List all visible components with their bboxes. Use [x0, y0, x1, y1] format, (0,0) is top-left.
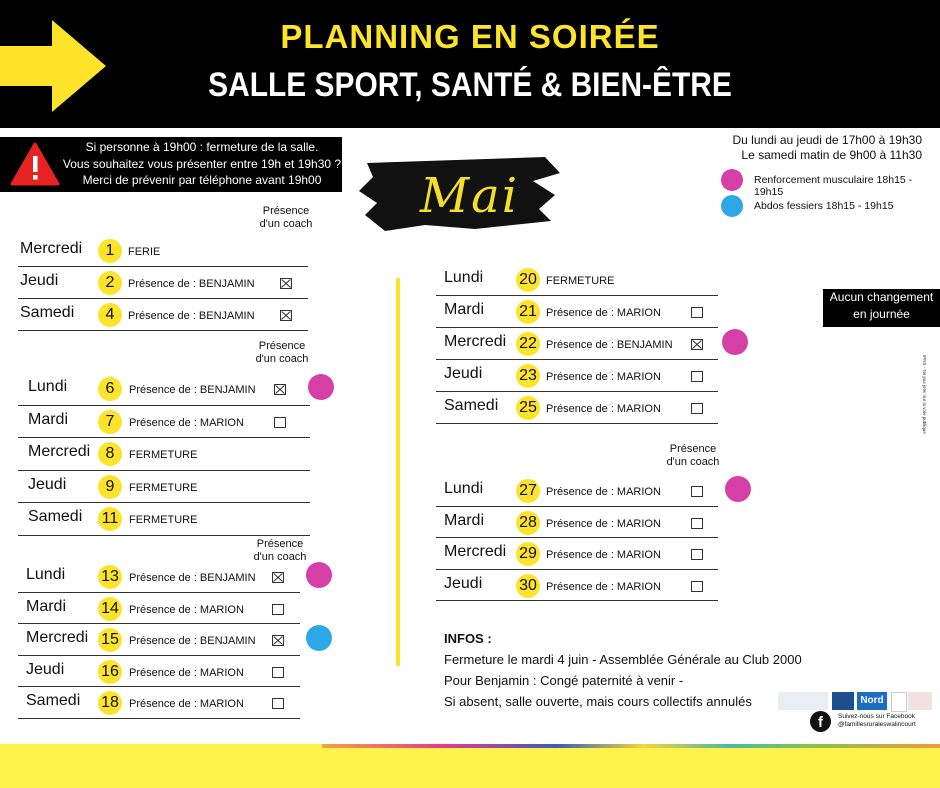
presence-info: Présence de : BENJAMIN: [546, 339, 673, 351]
schedule-row: [18, 657, 300, 688]
day-name: Mercredi: [28, 443, 91, 460]
schedule-row: [18, 594, 300, 625]
coach-checkbox[interactable]: [691, 403, 703, 414]
presence-info: Présence de : MARION: [129, 698, 244, 710]
schedule-row: [18, 504, 310, 536]
day-number: 30: [516, 574, 540, 598]
warning-line: Vous souhaitez vous présenter entre 19h et 19h30 ?: [62, 156, 342, 171]
day-name: Mardi: [444, 301, 485, 318]
schedule-row: [18, 407, 310, 439]
schedule-row: [18, 268, 308, 299]
presence-info: Présence de : MARION: [129, 666, 244, 679]
facebook-icon[interactable]: f: [810, 711, 831, 732]
coach-checkbox[interactable]: [274, 417, 286, 428]
day-name: Jeudi: [26, 660, 65, 678]
presence-info: Présence de : MARION: [129, 416, 244, 429]
partner-logo: [778, 692, 828, 710]
coach-header: Présence d'un coach: [253, 538, 307, 563]
day-name: Samedi: [28, 508, 83, 525]
schedule-row: [436, 297, 718, 328]
schedule-row: [436, 539, 718, 570]
day-name: Lundi: [444, 480, 484, 497]
month-title: Mai: [420, 168, 520, 224]
day-number: 23: [516, 364, 540, 388]
schedule-row: [18, 439, 310, 471]
coach-checkbox[interactable]: [691, 518, 703, 529]
day-name: Jeudi: [444, 365, 483, 382]
day-name: Mercredi: [444, 543, 507, 560]
day-number: 21: [516, 300, 540, 324]
day-name: Mardi: [444, 511, 485, 529]
presence-info: Présence de : MARION: [546, 517, 661, 530]
presence-info: Présence de : MARION: [546, 580, 661, 593]
infos-title: INFOS :: [444, 631, 492, 646]
day-name: Samedi: [444, 397, 499, 414]
schedule-row: [436, 329, 718, 360]
day-number: 9: [98, 475, 122, 499]
infos-section: [444, 628, 802, 712]
presence-info: Présence de : MARION: [546, 371, 661, 383]
schedule-row: [436, 361, 718, 392]
day-number: 16: [98, 660, 122, 684]
day-number: 8: [98, 442, 122, 466]
coach-checkbox[interactable]: [272, 604, 284, 615]
muscle-icon: [306, 562, 332, 588]
schedule-row: [18, 472, 310, 504]
color-stripe: [322, 744, 940, 748]
facebook-text[interactable]: Suivez-nous sur Facebook @famillesruraleswalincourt: [838, 713, 916, 728]
schedule-row: [436, 393, 718, 424]
coach-checkbox[interactable]: [272, 667, 284, 678]
opening-hours: [690, 133, 922, 163]
presence-info: FERMETURE: [129, 514, 198, 526]
schedule-row: [18, 625, 300, 656]
day-number: 4: [98, 303, 122, 327]
hours-saturday: Le samedi matin de 9h00 à 11h30: [741, 148, 922, 162]
day-number: 13: [98, 565, 122, 589]
coach-checkbox[interactable]: [691, 549, 703, 560]
abs-icon: [721, 195, 743, 217]
day-number: 25: [516, 396, 540, 420]
day-name: Lundi: [28, 378, 68, 395]
day-number: 14: [98, 597, 122, 621]
coach-checkbox-checked[interactable]: [280, 310, 292, 321]
page-subtitle: SALLE SPORT, SANTÉ & BIEN-ÊTRE: [208, 66, 732, 104]
schedule-row: [436, 476, 718, 507]
hours-weekdays: Du lundi au jeudi de 17h00 à 19h30: [732, 133, 922, 147]
abs-icon: [306, 625, 332, 651]
coach-checkbox-checked[interactable]: [274, 384, 286, 395]
warning-line: Merci de prévenir par téléphone avant 19h00: [82, 173, 322, 187]
partner-logo: [832, 692, 854, 710]
day-name: Mercredi: [444, 333, 507, 350]
page-title: PLANNING EN SOIRÉE: [280, 18, 660, 55]
presence-info: FERIE: [128, 246, 161, 258]
day-number: 27: [516, 479, 540, 503]
day-number: 22: [516, 332, 540, 356]
infos-line: Pour Benjamin : Congé paternité à venir -: [444, 673, 684, 688]
coach-header: Présence d'un coach: [666, 443, 720, 468]
muscle-icon: [725, 476, 751, 502]
day-number: 7: [98, 410, 122, 434]
ipns-notice: IPNS - Ne pas jeter sur la voie publique: [922, 355, 927, 434]
presence-info: Présence de : BENJAMIN: [129, 572, 256, 584]
schedule-row: [436, 265, 718, 296]
presence-info: Présence de : BENJAMIN: [129, 635, 256, 647]
day-number: 15: [98, 628, 122, 652]
presence-info: Présence de : MARION: [129, 603, 244, 616]
presence-info: FERMETURE: [129, 449, 198, 461]
day-name: Jeudi: [28, 475, 67, 493]
coach-checkbox[interactable]: [272, 698, 284, 709]
day-name: Mardi: [28, 410, 69, 428]
schedule-row: [18, 300, 308, 331]
day-name: Mercredi: [20, 240, 83, 257]
footer-band: [0, 744, 940, 788]
day-name: Mercredi: [26, 629, 89, 646]
presence-info: Présence de : MARION: [546, 486, 661, 498]
day-number: 20: [516, 268, 540, 292]
coach-checkbox-checked[interactable]: [272, 572, 284, 583]
schedule-row: [18, 688, 300, 719]
presence-info: Présence de : MARION: [546, 549, 661, 561]
day-name: Lundi: [26, 566, 66, 583]
schedule-row: [18, 562, 300, 593]
day-number: 28: [516, 511, 540, 535]
coach-checkbox[interactable]: [691, 581, 703, 592]
warning-icon: [10, 142, 60, 186]
no-change-notice: Aucun changement en journée: [823, 289, 940, 327]
presence-info: Présence de : MARION: [546, 307, 661, 319]
day-name: Samedi: [20, 304, 75, 321]
day-number: 11: [98, 507, 122, 531]
day-name: Samedi: [26, 692, 81, 709]
coach-checkbox[interactable]: [691, 486, 703, 497]
day-number: 29: [516, 542, 540, 566]
presence-info: Présence de : BENJAMIN: [128, 278, 255, 290]
presence-info: Présence de : BENJAMIN: [129, 384, 256, 396]
coach-checkbox-checked[interactable]: [280, 278, 292, 289]
partner-logo: [908, 692, 932, 710]
coach-checkbox[interactable]: [691, 371, 703, 382]
presence-info: FERMETURE: [546, 275, 615, 287]
day-number: 1: [98, 239, 122, 263]
vertical-divider: [396, 278, 400, 666]
day-name: Lundi: [444, 269, 484, 286]
coach-checkbox-checked[interactable]: [691, 339, 703, 350]
coach-checkbox-checked[interactable]: [272, 635, 284, 646]
schedule-row: [18, 236, 308, 267]
coach-header: Présence d'un coach: [259, 205, 313, 230]
day-number: 6: [98, 377, 122, 401]
schedule-row: [18, 374, 310, 406]
coach-checkbox[interactable]: [691, 307, 703, 318]
day-number: 2: [98, 271, 122, 295]
presence-info: Présence de : MARION: [546, 403, 661, 415]
infos-line: Si absent, salle ouverte, mais cours collectifs annulés: [444, 694, 752, 709]
day-name: Mardi: [26, 597, 67, 615]
schedule-row: [436, 508, 718, 539]
schedule-row: [436, 571, 718, 602]
nord-logo: Nord: [857, 692, 887, 710]
muscle-icon: [721, 169, 743, 191]
muscle-icon: [722, 329, 748, 355]
legend-muscle-label: Renforcement musculaire 18h15 - 19h15: [754, 174, 913, 198]
coach-header: Présence d'un coach: [255, 340, 309, 365]
warning-line: Si personne à 19h00 : fermeture de la salle.: [85, 140, 319, 154]
partner-logo: [891, 692, 907, 712]
infos-line: Fermeture le mardi 4 juin - Assemblée Générale au Club 2000: [444, 652, 802, 667]
muscle-icon: [308, 374, 334, 400]
day-name: Jeudi: [444, 574, 483, 592]
presence-info: FERMETURE: [129, 481, 198, 494]
day-number: 18: [98, 691, 122, 715]
legend-abs-label: Abdos fessiers 18h15 - 19h15: [754, 200, 894, 212]
day-name: Jeudi: [20, 272, 59, 289]
presence-info: Présence de : BENJAMIN: [128, 310, 255, 322]
warning-text: [62, 139, 342, 189]
